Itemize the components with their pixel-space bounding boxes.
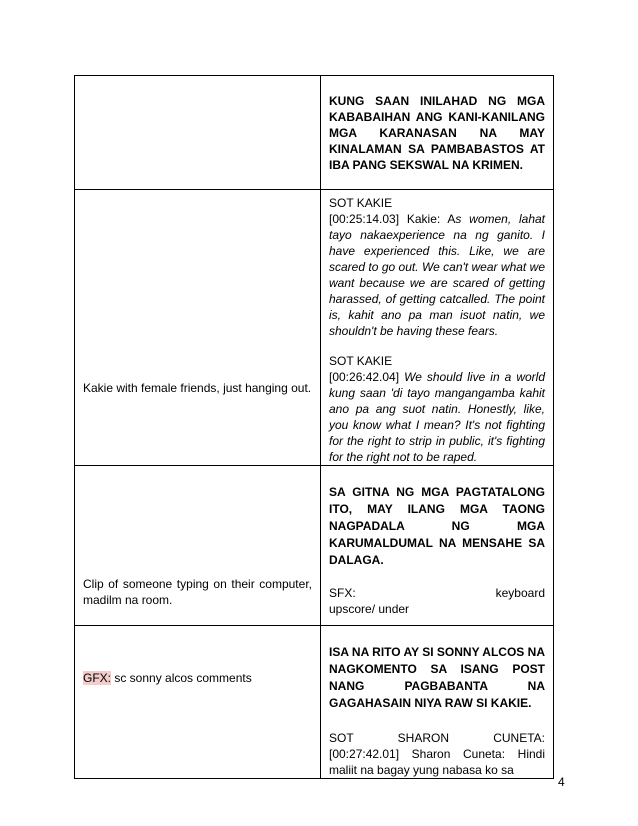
video-description: Kakie with female friends, just hanging out. bbox=[83, 380, 312, 395]
video-cell bbox=[75, 190, 321, 466]
sot-timecode: [00:26:42.04] bbox=[329, 370, 400, 384]
table-row bbox=[75, 626, 554, 779]
sfx-line-2: upscore/ under bbox=[329, 602, 410, 616]
table-row bbox=[75, 190, 554, 466]
sfx-label: SFX: bbox=[329, 586, 356, 600]
sot-label: SOT KAKIE bbox=[329, 354, 393, 368]
sot-timecode: [00:25:14.03] Kakie: A bbox=[329, 212, 456, 226]
audio-cell bbox=[321, 190, 554, 466]
video-cell bbox=[75, 466, 321, 626]
table-row bbox=[75, 466, 554, 626]
sfx-line bbox=[329, 585, 545, 601]
table-row bbox=[75, 76, 554, 190]
video-cell bbox=[75, 626, 321, 779]
sot-label: SOT KAKIE bbox=[329, 196, 393, 210]
sot-quote-text: s women, lahat tayo nakaexperience na ng ganito. I have experienced this. Like, we are scared to go out. We can't wear what we want because we are scared of getting harassed, of getting catcalled. The point is, kahit ano pa man isuot natin, we shouldn't be having these fears. bbox=[329, 212, 545, 338]
sot-quote-text: We should live in a world kung saan 'di tayo mangangamba kahit ano pa ang suot natin. Honestly, like, you know what I mean? It's not fighting for the right to strip in public, it's fighting for the right not to be raped. bbox=[329, 370, 545, 464]
sfx-value: keyboard bbox=[495, 586, 545, 600]
audio-cell bbox=[321, 76, 554, 190]
narration-heading: SA GITNA NG MGA PAGTATALONG ITO, MAY ILANG MGA TAONG NAGPADALA NG MGA KARUMALDUMAL NA MENSAHE SA DALAGA. bbox=[329, 485, 545, 567]
video-cell bbox=[75, 76, 321, 190]
narration-heading: KUNG SAAN INILAHAD NG MGA KABABAIHAN ANG KANI-KANILANG MGA KARANASAN NA MAY KINALAMAN SA PAMBABASTOS AT IBA PANG SEKSWAL NA KRIMEN. bbox=[329, 93, 545, 172]
script-table bbox=[74, 75, 554, 779]
video-description: Clip of someone typing on their computer, madilm na room. bbox=[83, 577, 312, 607]
gfx-tag: GFX: bbox=[83, 671, 112, 685]
narration-heading: ISA NA RITO AY SI SONNY ALCOS NA NAGKOMENTO SA ISANG POST NANG PAGBABANTA NA GAGAHASAIN NIYA RAW SI KAKIE. bbox=[329, 645, 545, 710]
page-number: 4 bbox=[558, 775, 565, 789]
sot-quote bbox=[329, 369, 545, 465]
sot-label: SOT SHARON CUNETA: bbox=[329, 731, 545, 745]
audio-cell bbox=[321, 466, 554, 626]
audio-cell bbox=[321, 626, 554, 779]
sot-text: [00:27:42.01] Sharon Cuneta: Hindi maliit na bagay yung nabasa ko sa bbox=[329, 747, 545, 777]
sot-quote bbox=[329, 211, 545, 339]
video-description: sc sonny alcos comments bbox=[111, 671, 252, 685]
